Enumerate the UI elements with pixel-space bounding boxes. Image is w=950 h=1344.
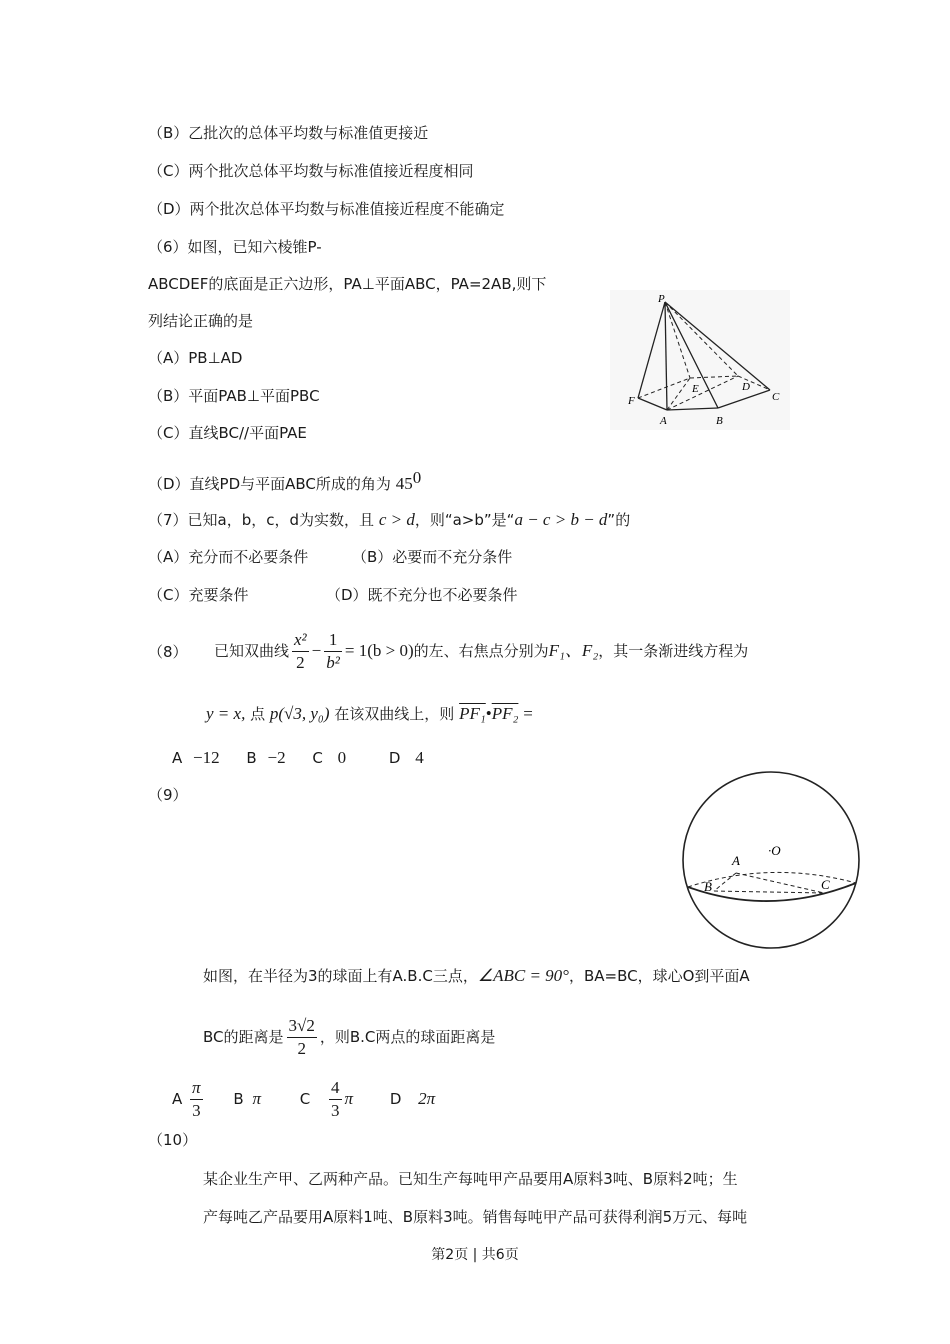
q8-vector-pf1: PF₁ xyxy=(459,704,486,723)
q9-option-a-fraction xyxy=(190,1077,203,1122)
q8-equation: = 1(b > 0) xyxy=(344,641,414,660)
q9-option-c-fraction xyxy=(329,1077,342,1122)
label-a: A xyxy=(660,415,667,427)
q8-fraction-b xyxy=(324,629,342,674)
q8-stem-part4: 在该双曲线上，则 xyxy=(334,705,455,723)
q6-option-a: （A）PB⊥AD xyxy=(148,349,243,367)
q8-minus: − xyxy=(311,641,322,660)
q9-stem-part2: ，BA=BC，球心O到平面A xyxy=(568,967,750,985)
q8-option-b-letter: B xyxy=(246,749,257,767)
q6-option-d xyxy=(148,468,421,494)
hexagonal-pyramid-figure xyxy=(610,290,790,430)
q7-option-a: （A）充分而不必要条件 xyxy=(148,548,309,566)
q8-number: （8） xyxy=(148,643,188,661)
q8-point-label: 点 xyxy=(250,705,266,723)
q7-expression: a − c > b − d xyxy=(514,510,608,529)
q8-stem-part2: 的左、右焦点分别为 xyxy=(413,642,549,660)
q9-option-c-letter: C xyxy=(299,1090,311,1108)
q9-option-a-letter: A xyxy=(172,1090,183,1108)
q8-point: p(√3, y₀) xyxy=(269,704,330,723)
q9-option-c-numerator: 4 xyxy=(329,1077,342,1100)
q9-option-a-denominator: 3 xyxy=(192,1101,201,1120)
q8-stem-line2 xyxy=(206,704,533,724)
q6-option-d-value: 45 xyxy=(395,474,413,493)
q8-stem-part3: ，其一条渐进线方程为 xyxy=(598,642,749,660)
q8-frac2-numerator: 1 xyxy=(324,629,342,652)
q8-stem-part1: 已知双曲线 xyxy=(214,642,290,660)
q5-option-b: （B）乙批次的总体平均数与标准值更接近 xyxy=(148,124,429,142)
q6-stem-line3: 列结论正确的是 xyxy=(148,312,254,330)
q7-option-d: （D）既不充分也不必要条件 xyxy=(326,586,518,604)
q7-option-c: （C）充要条件 xyxy=(148,586,249,604)
q8-frac2-denominator: b² xyxy=(326,653,340,672)
label-e: E xyxy=(692,383,699,395)
q8-fraction-x xyxy=(292,629,309,674)
q9-frac-numerator: 3√2 xyxy=(287,1015,317,1038)
q9-stem-part3: BC的距离是 xyxy=(203,1028,284,1046)
q10-stem-line1: 某企业生产甲、乙两种产品。已知生产每吨甲产品要用A原料3吨、B原料2吨；生 xyxy=(203,1170,738,1188)
label-f: F xyxy=(628,395,635,407)
label-d: D xyxy=(742,381,750,393)
q9-option-c-pi: π xyxy=(344,1089,354,1108)
q8-option-d-letter: D xyxy=(388,749,401,767)
q9-option-b-value: π xyxy=(252,1089,261,1108)
q9-angle: ∠ABC = 90° xyxy=(477,966,569,985)
label-p: P xyxy=(658,293,665,305)
q8-frac1-numerator: x² xyxy=(292,629,309,652)
q9-options xyxy=(172,1074,435,1124)
q8-asymptote: y = x, xyxy=(206,704,246,723)
q8-options xyxy=(172,748,424,768)
q6-option-c: （C）直线BC//平面PAE xyxy=(148,424,307,442)
q8-equals: = xyxy=(523,704,533,723)
q8-option-a-value: −12 xyxy=(193,748,220,767)
q8-stem-line1 xyxy=(214,626,748,676)
q6-option-d-text: （D）直线PD与平面ABC所成的角为 xyxy=(148,475,391,493)
q9-stem-line1 xyxy=(203,966,750,986)
q8-option-b-value: −2 xyxy=(267,748,286,767)
q9-stem-line2 xyxy=(203,1012,495,1062)
q8-frac1-denominator: 2 xyxy=(296,653,305,672)
q6-option-d-degree: 0 xyxy=(412,468,422,487)
q9-distance-fraction xyxy=(287,1015,317,1060)
q10-number: （10） xyxy=(148,1131,198,1149)
q8-option-a-letter: A xyxy=(172,749,183,767)
q7-stem-part3: ”的 xyxy=(607,511,631,529)
q7-option-b: （B）必要而不充分条件 xyxy=(352,548,513,566)
label-b: B xyxy=(716,415,723,427)
q9-stem-part1: 如图，在半径为3的球面上有A.B.C三点， xyxy=(203,967,478,985)
q5-option-d: （D）两个批次总体平均数与标准值接近程度不能确定 xyxy=(148,200,505,218)
q9-option-d-letter: D xyxy=(389,1090,402,1108)
q5-option-c: （C）两个批次总体平均数与标准值接近程度相同 xyxy=(148,162,474,180)
q9-stem-part4: ，则B.C两点的球面距离是 xyxy=(319,1028,496,1046)
q7-stem-part2: ，则“a>b”是“ xyxy=(414,511,515,529)
sphere-label-a: A xyxy=(732,853,740,868)
q7-stem-part1: （7）已知a，b，c，d为实数，且 xyxy=(148,511,375,529)
q7-stem xyxy=(148,510,630,530)
q9-option-d-value: 2π xyxy=(418,1089,436,1108)
q8-option-c-letter: C xyxy=(312,749,323,767)
q9-option-a-numerator: π xyxy=(190,1077,203,1100)
q8-option-c-value: 0 xyxy=(337,748,347,767)
q9-option-c-denominator: 3 xyxy=(331,1101,340,1120)
q8-vector-pf2: PF₂ xyxy=(491,704,519,723)
q6-stem-line2: ABCDEF的底面是正六边形，PA⊥平面ABC，PA=2AB,则下 xyxy=(148,275,547,293)
q9-frac-denominator: 2 xyxy=(297,1039,306,1058)
q8-dot: • xyxy=(485,704,492,723)
q9-number: （9） xyxy=(148,786,188,804)
sphere-label-o: ·O xyxy=(768,843,781,858)
q6-option-b: （B）平面PAB⊥平面PBC xyxy=(148,387,320,405)
q6-stem-line1: （6）如图，已知六棱锥P- xyxy=(148,238,322,256)
page-footer: 第2页 | 共6页 xyxy=(431,1247,519,1263)
sphere-label-b: B xyxy=(704,879,712,894)
q8-foci: F₁、F₂ xyxy=(548,641,599,660)
sphere-label-c: C xyxy=(821,877,830,892)
q9-option-b-letter: B xyxy=(233,1090,244,1108)
q7-condition: c > d xyxy=(378,510,415,529)
label-c: C xyxy=(772,391,780,403)
q10-stem-line2: 产每吨乙产品要用A原料1吨、B原料3吨。销售每吨甲产品可获得利润5万元、每吨 xyxy=(203,1208,748,1226)
sphere-figure xyxy=(676,765,866,955)
q8-option-d-value: 4 xyxy=(415,748,424,767)
